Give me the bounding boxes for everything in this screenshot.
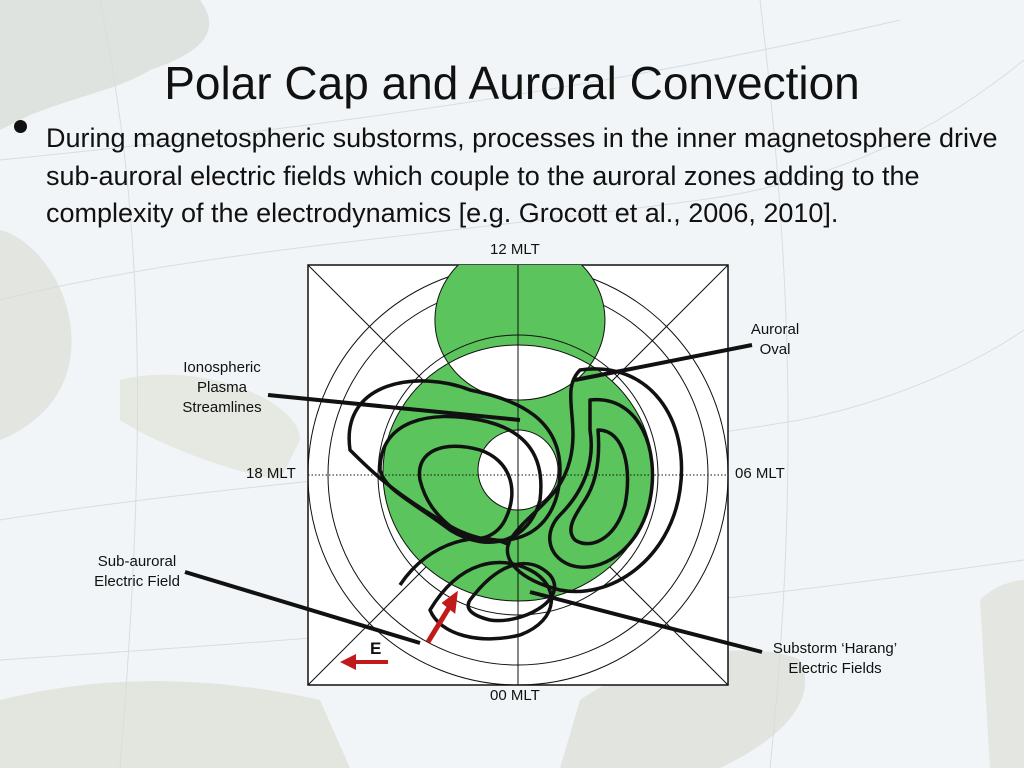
e-field-label: E [370, 639, 382, 658]
mlt-label-06: 06 MLT [735, 465, 785, 482]
subauroral-label: Sub-auroral Electric Field [94, 553, 180, 590]
streamlines-label: Ionospheric Plasma Streamlines [182, 359, 262, 416]
mlt-label-18: 18 MLT [246, 465, 296, 482]
slide-title: Polar Cap and Auroral Convection [164, 57, 860, 109]
mlt-label-12: 12 MLT [490, 241, 540, 258]
harang-label: Substorm ‘Harang’ Electric Fields [772, 640, 898, 677]
bullet-text: During magnetospheric substorms, processes in the inner magnetosphere drive sub-auroral electric fields which couple to the auroral zones adding to the complexity of the electrodynamics [e.g. Grocott et al., 2006, 2010]. [46, 123, 998, 228]
auroral-oval-label: Auroral Oval [750, 321, 800, 358]
mlt-label-00: 00 MLT [490, 687, 540, 704]
